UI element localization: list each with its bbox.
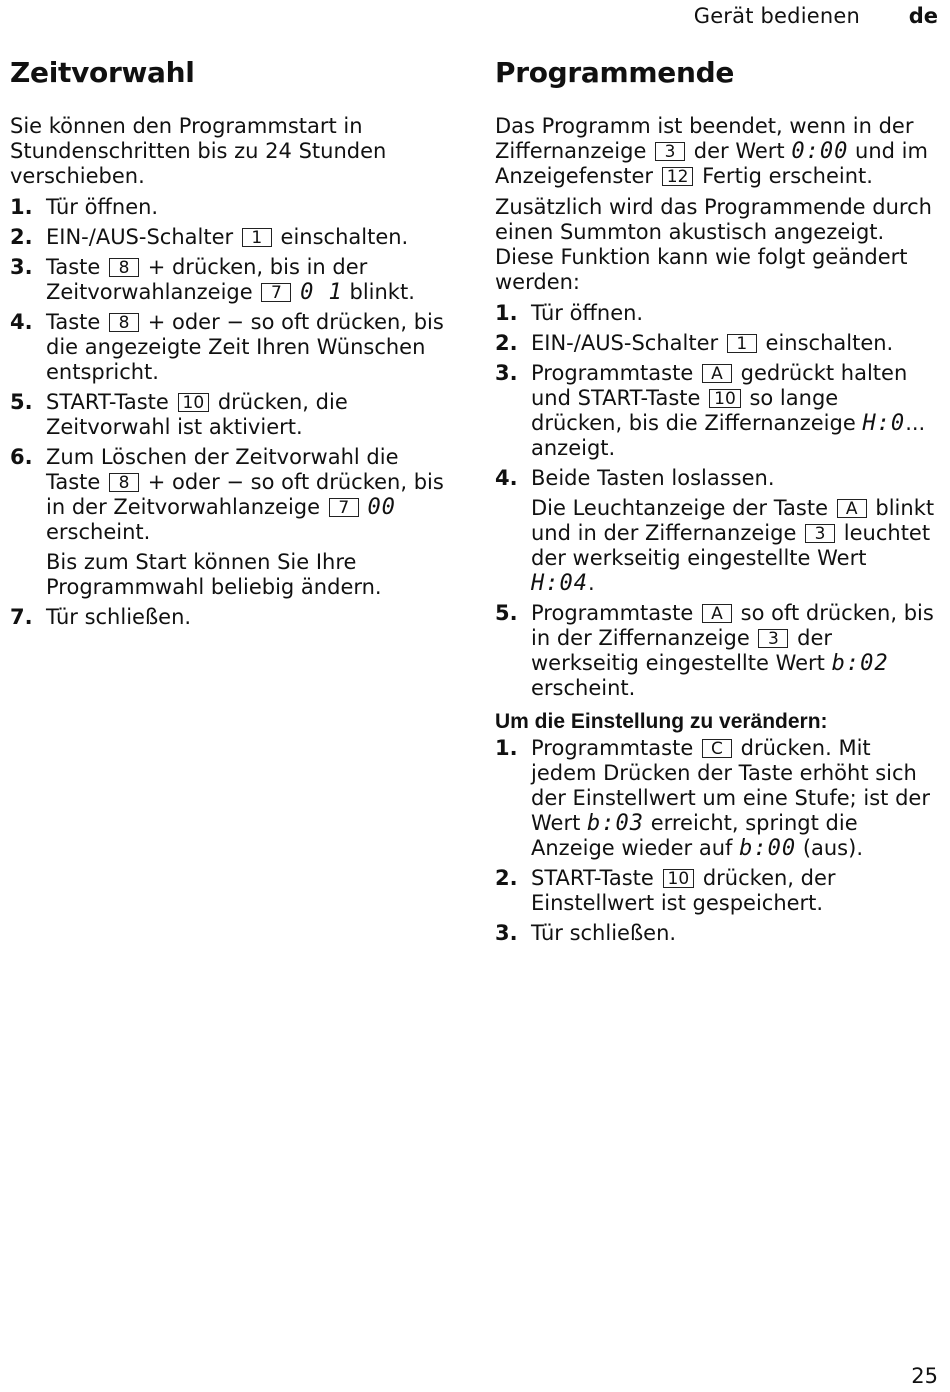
segment-display-value: H:04 [531, 571, 588, 596]
step-number: 5. [10, 390, 33, 414]
key-reference-box: 3 [655, 142, 685, 161]
step-text: + oder − so oft drücken, bis in der Zeitvorwahlanzeige [46, 470, 444, 519]
page-header-section: Gerät bedienen [693, 4, 860, 28]
step-text: START-Taste [531, 866, 654, 890]
step-text: erreicht, springt die Anzeige wieder auf [531, 811, 858, 860]
section-title-programmende: Programmende [495, 56, 735, 89]
step-text: blinkt. [349, 280, 415, 304]
section-title-zeitvorwahl: Zeitvorwahl [10, 56, 195, 89]
step-text: einschalten. [280, 225, 409, 249]
step-text: blinkt und in der Ziffernanzeige [531, 496, 935, 545]
list-item [495, 331, 935, 356]
paragraph-programmende [495, 114, 935, 189]
step-text: + drücken, bis in der Zeitvorwahlanzeige [46, 255, 368, 304]
step-text: Taste [46, 255, 101, 279]
step-text: (aus). [802, 836, 863, 860]
segment-display-value: H:0 [862, 411, 906, 436]
zeitvorwahl-steps [10, 195, 450, 630]
list-item [10, 225, 450, 250]
list-item [10, 310, 450, 385]
key-reference-box: 12 [662, 167, 694, 186]
step-number: 1. [10, 195, 33, 219]
step-text: einschalten. [765, 331, 894, 355]
step-text: . [587, 571, 595, 595]
step-number: 2. [495, 331, 518, 355]
step-text: drücken, der Einstellwert ist gespeichert. [531, 866, 836, 915]
list-item [495, 466, 935, 596]
key-reference-box: A [837, 499, 867, 518]
list-item [495, 921, 935, 946]
list-item [10, 605, 450, 630]
key-reference-box: 8 [109, 473, 139, 492]
right-column [495, 56, 935, 951]
key-reference-box: C [702, 739, 732, 758]
step-number: 2. [495, 866, 518, 890]
page-number: 25 [911, 1364, 938, 1388]
step-text: so oft drücken, bis in der Ziffernanzeige [531, 601, 934, 650]
paragraph-text: Fertig erscheint. [702, 164, 873, 188]
step-text: Tür schließen. [46, 605, 192, 629]
step-number: 3. [10, 255, 33, 279]
key-reference-box: 8 [109, 313, 139, 332]
step-number: 1. [495, 301, 518, 325]
step-text: gedrückt halten und START-Taste [531, 361, 908, 410]
step-number: 6. [10, 445, 33, 469]
list-item [495, 361, 935, 461]
programmende-steps [495, 301, 935, 701]
list-item [10, 195, 450, 220]
step-text: Zum Löschen der Zeitvorwahl die Taste [46, 445, 399, 494]
step-text: START-Taste [46, 390, 169, 414]
step-text: EIN-/AUS-Schalter [46, 225, 234, 249]
step-text: Programmtaste [531, 736, 694, 760]
paragraph-text: der Wert [693, 139, 785, 163]
step-text: + oder − so oft drücken, bis die angezeigte Zeit Ihren Wünschen entspricht. [46, 310, 444, 384]
step-number: 1. [495, 736, 518, 760]
key-reference-box: 10 [709, 389, 741, 408]
step-text: Tür öffnen. [46, 195, 159, 219]
step-text: Tür öffnen. [531, 301, 644, 325]
key-reference-box: A [702, 604, 732, 623]
key-reference-box: 8 [109, 258, 139, 277]
segment-display-value: b:03 [587, 811, 644, 836]
segment-display-value: 0:00 [791, 139, 849, 164]
list-item [495, 301, 935, 326]
step-text: Programmtaste [531, 601, 694, 625]
key-reference-box: 7 [329, 498, 359, 517]
step-text: der werkseitig eingestellte Wert [531, 626, 833, 675]
step-text: drücken, die Zeitvorwahl ist aktiviert. [46, 390, 348, 439]
step-text: ... anzeigt. [531, 411, 926, 460]
step-text: erscheint. [531, 676, 636, 700]
key-reference-box: 1 [727, 334, 757, 353]
step-text: so lange drücken, bis die Ziffernanzeige [531, 386, 856, 435]
list-item [495, 866, 935, 916]
step-text: drücken. Mit jedem Drücken der Taste erhöht sich der Einstellwert um eine Stufe; ist der Wert [531, 736, 930, 835]
key-reference-box: 10 [178, 393, 210, 412]
list-item [495, 601, 935, 701]
intro-paragraph: Sie können den Programmstart in Stundenschritten bis zu 24 Stunden verschieben. [10, 114, 387, 188]
key-reference-box: 3 [758, 629, 788, 648]
segment-display-value: 00 [367, 495, 396, 520]
step-text: Tür schließen. [531, 921, 677, 945]
step-number: 4. [495, 466, 518, 490]
step-text: EIN-/AUS-Schalter [531, 331, 719, 355]
step-number: 3. [495, 921, 518, 945]
step-number: 4. [10, 310, 33, 334]
list-item [10, 390, 450, 440]
step-text: Beide Tasten loslassen. [531, 466, 775, 490]
step-number: 7. [10, 605, 33, 629]
step-text: Programmtaste [531, 361, 694, 385]
paragraph-text: Das Programm ist beendet, wenn in der Ziffernanzeige [495, 114, 914, 163]
step-number: 3. [495, 361, 518, 385]
step-text: Taste [46, 310, 101, 334]
segment-display-value: b:02 [831, 651, 889, 676]
step-number: 2. [10, 225, 33, 249]
key-reference-box: 7 [261, 283, 291, 302]
paragraph-text: und im Anzeigefenster [495, 139, 928, 188]
key-reference-box: A [702, 364, 732, 383]
step-text: erscheint. [46, 520, 151, 544]
list-item [10, 445, 450, 600]
step-text: Die Leuchtanzeige der Taste [531, 496, 829, 520]
step-number: 5. [495, 601, 518, 625]
key-reference-box: 1 [242, 228, 272, 247]
step-note [531, 496, 935, 596]
key-reference-box: 10 [663, 869, 695, 888]
segment-display-value: b:00 [739, 836, 797, 861]
step-note: Bis zum Start können Sie Ihre Programmwahl beliebig ändern. [46, 550, 382, 599]
page-header-language: de [908, 4, 938, 28]
list-item [495, 736, 935, 861]
subheading-einstellung: Um die Einstellung zu verändern: [495, 710, 828, 733]
left-column [10, 56, 450, 635]
einstellung-steps [495, 736, 935, 946]
list-item [10, 255, 450, 305]
key-reference-box: 3 [805, 524, 835, 543]
segment-display-value: 0 1 [300, 280, 343, 305]
step-text: leuchtet der werkseitig eingestellte Wert [531, 521, 931, 570]
paragraph-summton: Zusätzlich wird das Programmende durch einen Summton akustisch angezeigt. Diese Funktion kann wie folgt geändert werden: [495, 195, 932, 294]
